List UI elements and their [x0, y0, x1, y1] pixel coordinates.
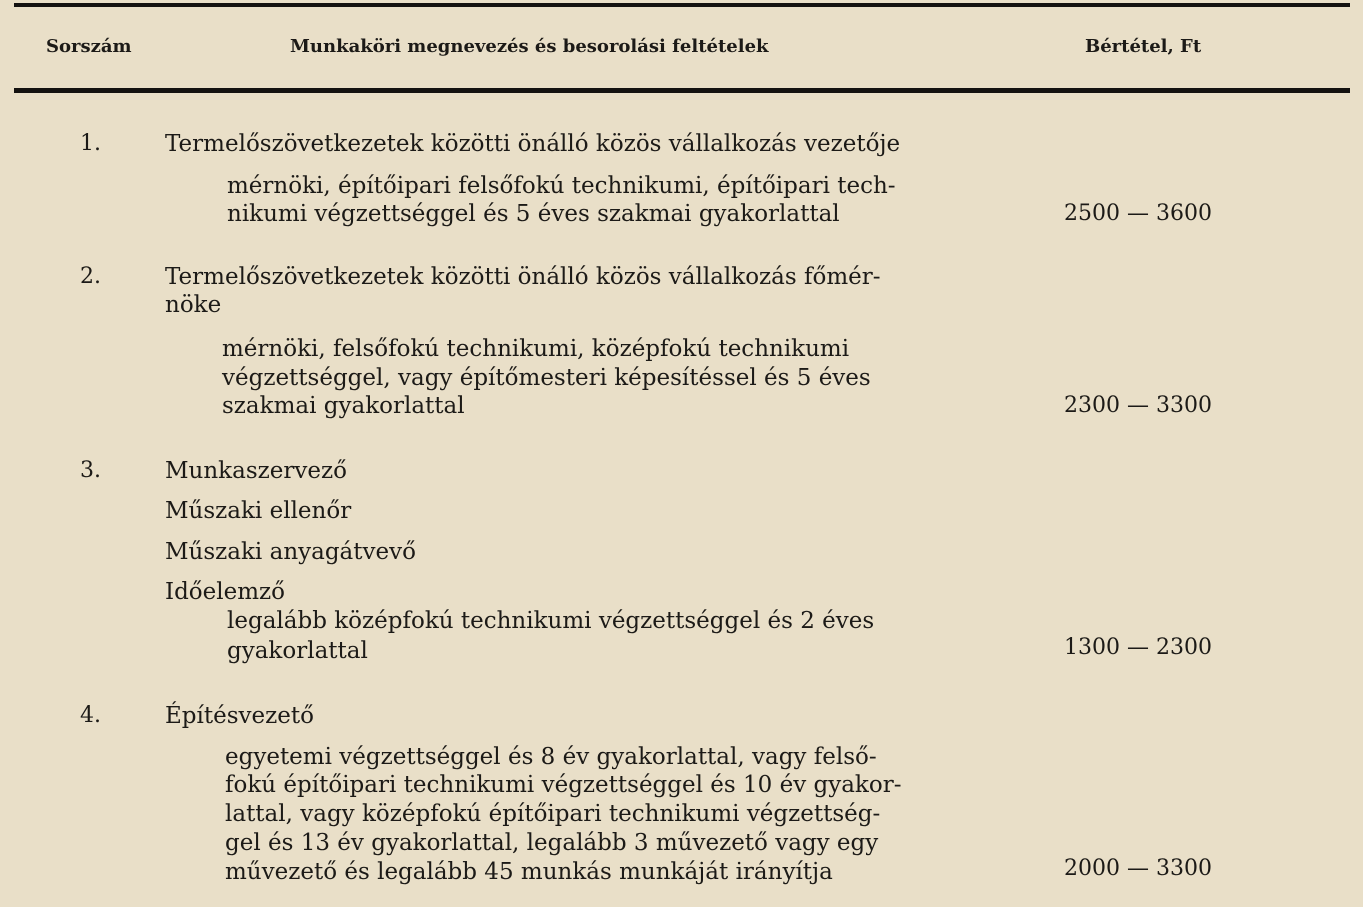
column-header-rate: Bértétel, Ft	[1085, 36, 1202, 57]
row-4-condition-line: egyetemi végzettséggel és 8 év gyakorlattal, vagy felső-	[225, 744, 877, 770]
row-4-condition-line: fokú építőipari technikumi végzettséggel és 10 év gyakor-	[225, 772, 902, 798]
row-2-rate: 2300 — 3300	[1064, 393, 1212, 418]
row-3-title: Munkaszervező	[165, 458, 347, 484]
row-4-rate: 2000 — 3300	[1064, 856, 1212, 881]
row-1-rate: 2500 — 3600	[1064, 201, 1212, 226]
row-2-condition-line: mérnöki, felsőfokú technikumi, középfokú technikumi	[222, 336, 850, 362]
row-4-condition-line: lattal, vagy középfokú építőipari technikumi végzettség-	[225, 801, 881, 827]
row-4-number: 4.	[80, 703, 101, 728]
row-4-title: Építésvezető	[165, 703, 314, 729]
row-2-number: 2.	[80, 264, 101, 289]
top-rule	[14, 3, 1350, 7]
row-3-condition-line: legalább középfokú technikumi végzettséggel és 2 éves	[227, 608, 875, 634]
row-3-number: 3.	[80, 458, 101, 483]
row-1-number: 1.	[80, 131, 101, 156]
row-3-title: Műszaki anyagátvevő	[165, 539, 416, 565]
row-1-title: Termelőszövetkezetek közötti önálló közös vállalkozás vezetője	[165, 131, 901, 157]
row-2-title: Termelőszövetkezetek közötti önálló közös vállalkozás főmér-	[165, 264, 881, 290]
row-4-condition-line: gel és 13 év gyakorlattal, legalább 3 művezető vagy egy	[225, 830, 879, 856]
column-header-description: Munkaköri megnevezés és besorolási feltételek	[290, 36, 769, 57]
row-3-condition-line: gyakorlattal	[227, 638, 368, 664]
row-2-title: nöke	[165, 292, 222, 318]
header-rule	[14, 88, 1350, 93]
row-1-condition-line: mérnöki, építőipari felsőfokú technikumi, építőipari tech-	[227, 173, 896, 199]
row-2-condition-line: végzettséggel, vagy építőmesteri képesítéssel és 5 éves	[222, 365, 871, 391]
row-1-condition-line: nikumi végzettséggel és 5 éves szakmai gyakorlattal	[227, 201, 840, 227]
row-4-condition-line: művezető és legalább 45 munkás munkáját irányítja	[225, 859, 833, 885]
row-3-title: Időelemző	[165, 579, 286, 605]
row-3-title: Műszaki ellenőr	[165, 498, 352, 524]
column-header-number: Sorszám	[46, 36, 132, 57]
row-2-condition-line: szakmai gyakorlattal	[222, 393, 465, 419]
row-3-rate: 1300 — 2300	[1064, 635, 1212, 660]
